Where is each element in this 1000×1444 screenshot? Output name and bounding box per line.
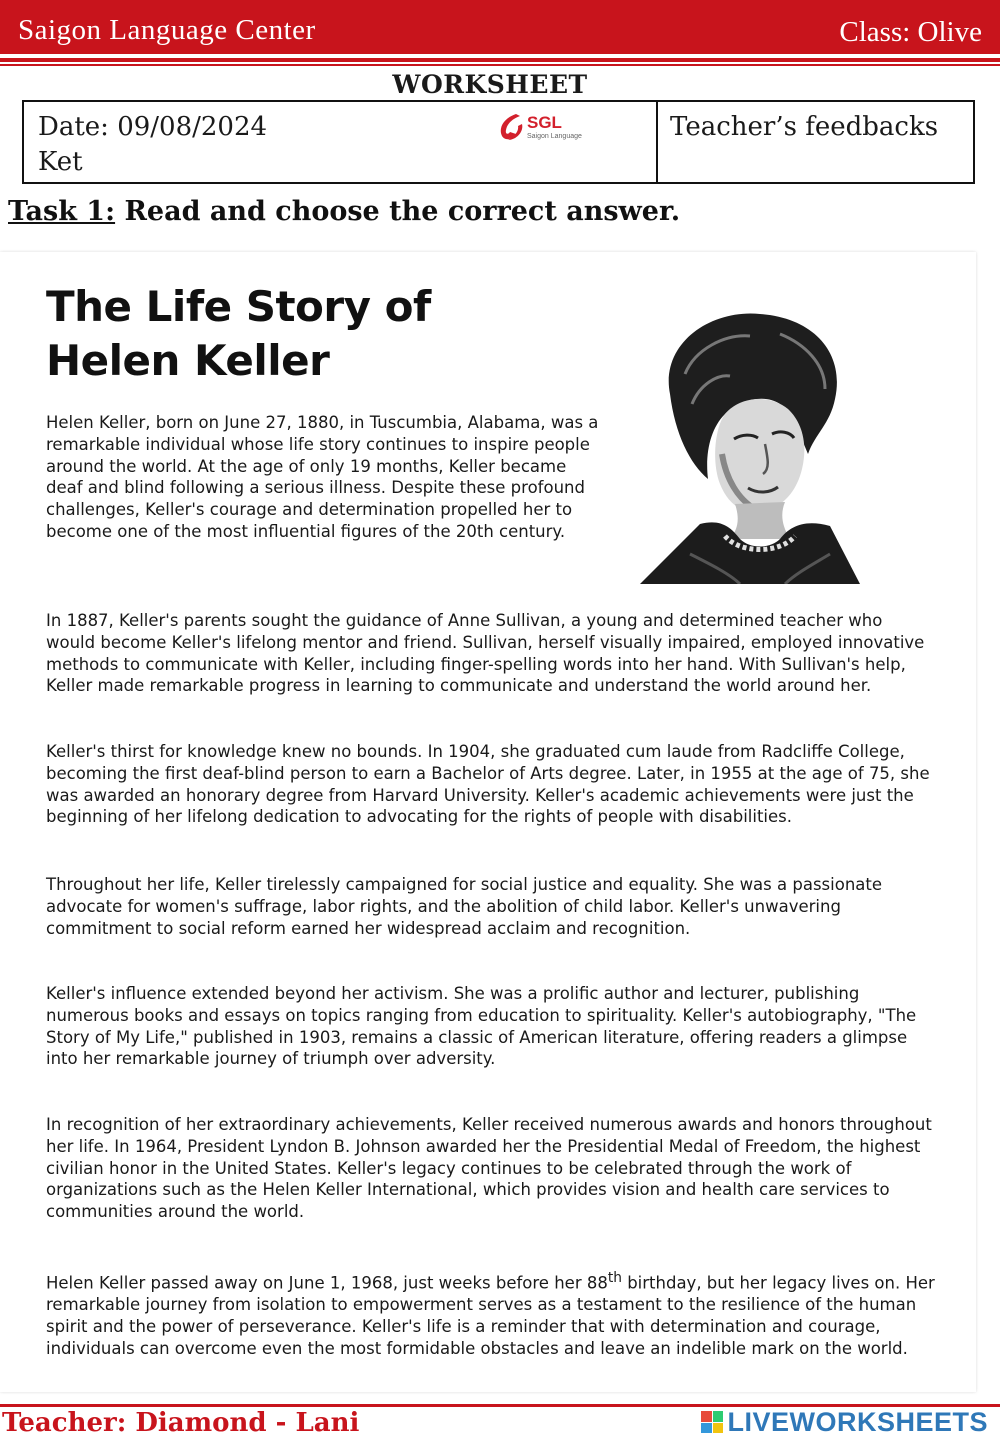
reading-title-line2: Helen Keller xyxy=(46,336,330,385)
paragraph: Keller's influence extended beyond her activism. She was a prolific author and lecturer, publishing numerous books and essays on topics ranging from education to spirituality. Keller's autobiography, "The Story of My Life," published in 1903, remains a classic of American literature, offering readers a glimpse into her remarkable journey of triumph over adversity. xyxy=(46,984,917,1069)
liveworksheets-brand[interactable] xyxy=(701,1406,988,1438)
portrait-icon xyxy=(630,304,875,584)
logo-subtext: Saigon Language xyxy=(527,133,582,140)
final-text-start: Helen Keller passed away on June 1, 1968, just weeks before her 88 xyxy=(46,1273,608,1293)
sgl-logo xyxy=(494,110,594,150)
final-text-sup: th xyxy=(607,1270,622,1286)
worksheet-title: WORKSHEET xyxy=(392,70,588,99)
paragraph: Helen Keller, born on June 27, 1880, in Tuscumbia, Alabama, was a remarkable individual whose life story continues to inspire people around the world. At the age of only 19 months, Keller became deaf and blind following a serious illness. Despite these profound challenges, Keller's courage and determination propelled her to become one of the most influential figures of the 20th century. xyxy=(46,413,599,541)
reading-title xyxy=(46,280,431,388)
teacher-name: Teacher: Diamond - Lani xyxy=(2,1408,360,1438)
date-field: Date: 09/08/2024 xyxy=(38,112,268,142)
paragraph: In recognition of her extraordinary achievements, Keller received numerous awards and honors throughout her life. In 1964, President Lyndon B. Johnson awarded her the Presidential Medal of Freedom, the highest civilian honor in the United States. Keller's legacy continues to be celebrated through the work of organizations such as the Helen Keller International, which provides vision and health care services to communities around the world. xyxy=(46,1115,932,1222)
school-name: Saigon Language Center xyxy=(18,14,316,46)
liveworksheets-logo-icon xyxy=(701,1411,723,1433)
final-text-end: birthday, but her legacy lives on. Her remarkable journey from isolation to empowerment serves as a testament to the resilience of the human spirit and the power of perseverance. Keller's life is a reminder that with determination and courage, individuals can overcome even the most formidable obstacles and leave an indelible mark on the world. xyxy=(46,1273,935,1358)
sgl-swoosh-icon xyxy=(494,110,528,146)
paragraph: In 1887, Keller's parents sought the guidance of Anne Sullivan, a young and determined teacher who would become Keller's lifelong mentor and friend. Sullivan, herself visually impaired, employed innovative methods to communicate with Keller, including finger-spelling words into her hand. With Sullivan's help, Keller made remarkable progress in learning to communicate and understand the world around her. xyxy=(46,611,925,696)
paragraph: Throughout her life, Keller tirelessly campaigned for social justice and equality. She was a passionate advocate for women's suffrage, labor rights, and the abolition of child labor. Keller's unwavering commitment to social reform earned her widespread acclaim and recognition. xyxy=(46,875,883,938)
task-instruction: Read and choose the correct answer. xyxy=(115,196,681,227)
header-bar xyxy=(0,0,1000,54)
reading-title-line1: The Life Story of xyxy=(46,282,431,331)
reading-passage xyxy=(0,252,976,1392)
logo-text: SGL xyxy=(527,113,562,132)
task-heading xyxy=(8,196,680,227)
info-left-cell xyxy=(24,102,658,182)
teacher-feedback-label: Teacher’s feedbacks xyxy=(670,112,939,142)
info-box xyxy=(22,100,975,184)
class-label: Class: Olive xyxy=(839,16,982,48)
header-divider-thin xyxy=(0,64,1000,66)
paragraph: Keller's thirst for knowledge knew no bounds. In 1904, she graduated cum laude from Radcliffe College, becoming the first deaf-blind person to earn a Bachelor of Arts degree. Later, in 1955 at the age of 75, she was awarded an honorary degree from Harvard University. Keller's academic achievements were just the beginning of her lifelong dedication to advocating for the rights of people with disabilities. xyxy=(46,742,930,827)
header-divider xyxy=(0,58,1000,62)
paragraph-final xyxy=(46,1268,936,1360)
task-label: Task 1: xyxy=(8,196,116,227)
level-field: Ket xyxy=(38,147,83,177)
liveworksheets-text: LIVEWORKSHEETS xyxy=(727,1406,988,1437)
